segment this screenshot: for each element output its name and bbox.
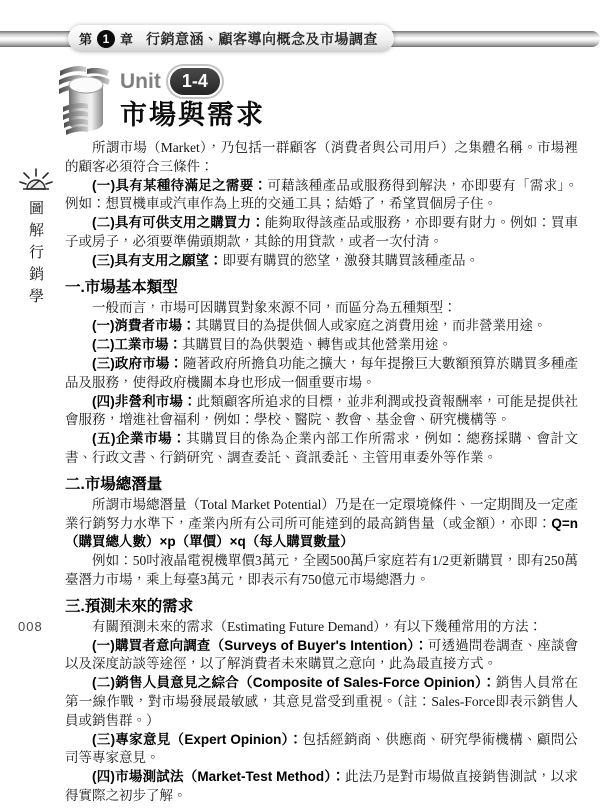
paragraph [65,355,578,393]
item-label: (三)具有支用之願望： [92,252,223,268]
item-text: 其購買目的為供製造、轉售或其他營業用途。 [182,337,452,353]
paragraph [65,768,578,806]
section-lead: 有關預測未來的需求（Estimating Future Demand），有以下幾種常用的方法： [92,618,542,634]
section-heading: 一.市場基本類型 [65,278,178,296]
item-label: (一)購買者意向調查（Surveys of Buyer's Intention）： [92,637,428,653]
item-label: (二)銷售人員意見之綜合（Composite of Sales-Force Opinion）： [92,675,496,691]
paragraph [65,552,578,590]
item-label: (三)政府市場： [92,355,183,371]
paragraph [65,299,578,318]
item-label: (三)專家意見（Expert Opinion）： [92,731,303,747]
example-text: 例如：50吋液晶電視機單價3萬元，全國500萬戶家庭若有1/2更新購買，即有250萬臺潛力市場，乘上每臺3萬元，即表示有750億元市場總潛力。 [65,553,578,587]
intro-lead: 所謂市場（Market），乃包括一群顧客（消費者與公司用戶）之集體名稱。市場裡的顧客必須符合三條件： [65,140,578,174]
item-label: (二)具有可供支用之購買力： [92,215,265,231]
item-text: 此類顧客所追求的目標，並非利潤或投資報酬率，可能是提供社會服務，增進社會福利，例如：學校、醫院、教會、基金會、研究機構等。 [65,393,578,428]
section-heading: 三.預測未來的需求 [65,597,194,615]
item-label: (二)工業市場： [92,337,182,353]
item-text: 隨著政府所擔負功能之擴大，每年提撥巨大數額預算於購買多種產品及服務，使得政府機關本身也形成一個重要市場。 [65,355,578,390]
paragraph [65,618,578,637]
item-label: (四)市場測試法（Market-Test Method）： [92,769,346,785]
chapter-label [68,25,394,52]
paragraph [65,393,578,431]
paragraph [65,177,578,215]
unit-heading-block [120,68,265,131]
page-number: 008 [18,619,43,634]
unit-number-badge: 1-4 [170,68,220,95]
paragraph [65,336,578,355]
paragraph [65,252,578,271]
paragraph [65,317,578,336]
item-label: (五)企業市場： [92,431,187,447]
sun-icon [19,168,53,196]
unit-logo-icon [57,59,113,139]
item-label: (四)非營利市場： [92,393,197,409]
item-text: 可透過問卷調查、座談會以及深度訪談等途徑，以了解消費者未來購買之意向，此為最直接方式。 [65,637,578,672]
chapter-title: 行銷意涵、顧客導向概念及市場調查 [146,30,379,47]
paragraph [65,674,578,730]
paragraph [65,214,578,252]
paragraph [65,139,578,177]
paragraph [65,430,578,468]
chapter-prefix: 第 [79,32,93,47]
market-potential-formula: Q=n（購買總人數）×p（單價）×q（每人購買數量） [65,515,578,550]
paragraph [65,731,578,769]
item-text: 銷售人員常在第一線作戰，對市場發展最敏感，其意見當受到重視。（註：Sales-Force即表示銷售人員或銷售群。） [65,675,579,728]
item-text: 包括經銷商、供應商、研究學術機構、顧問公司等專家意見。 [65,731,578,766]
chapter-number-badge: 1 [97,30,115,48]
item-text: 即要有購買的慾望，激發其購買該種產品。 [222,252,479,268]
item-text: 此法乃是對市場做直接銷售測試，以求得實際之初步了解。 [65,769,578,803]
item-text: 其購買目的為提供個人或家庭之消費用途，而非營業用途。 [195,318,547,334]
item-text: 可藉該種產品或服務得到解決，亦即要有「需求」。例如：想買機車或汽車作為上班的交通工具；結婚了，希望買個房子住。 [65,177,578,212]
unit-word: Unit [120,69,161,93]
item-text: 其購買目的係為企業內部工作所需求，例如：總務採購、會計文書、行政文書、行銷研究、調查委託、資訊委託、主管用車委外等作業。 [65,431,578,465]
item-label: (一)具有某種待滿足之需要： [92,177,268,193]
section-heading: 二.市場總潛量 [65,475,163,493]
unit-title: 市場與需求 [120,100,265,130]
series-title-vertical: 圖解行銷學 [27,200,43,310]
item-text: 能夠取得該產品或服務，亦即要有財力。例如：買車子或房子，必須要準備頭期款，其餘的用貸款，或者一次付清。 [65,215,578,249]
section-lead: 一般而言，市場可因購買對象來源不同，而區分為五種類型： [92,299,457,315]
paragraph [65,496,578,552]
chapter-suffix: 章 [120,32,134,47]
paragraph [65,637,578,675]
item-label: (一)消費者市場： [92,318,196,334]
section-lead: 所謂市場總潛量（Total Market Potential）乃是在一定環境條件、一定期間及一定產業行銷努力水準下，產業內所有公司所可能達到的最高銷售量（或金額），亦即： [65,496,578,531]
body-content [65,139,578,806]
